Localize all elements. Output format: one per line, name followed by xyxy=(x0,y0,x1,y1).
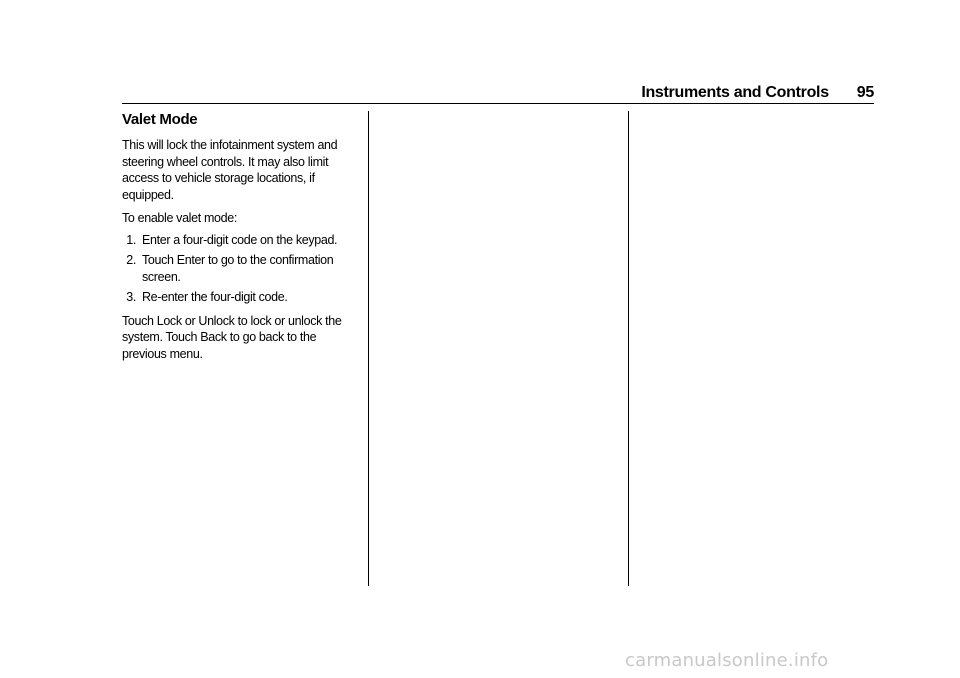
steps-list xyxy=(122,232,358,306)
step-text: Enter a four-digit code on the keypad. xyxy=(142,232,338,247)
section-title: Instruments and Controls xyxy=(641,84,829,101)
list-item xyxy=(122,232,358,249)
closing-paragraph: Touch Lock or Unlock to lock or unlock the system. Touch Back to go back to the previous menu. xyxy=(122,313,342,361)
intro-paragraph: This will lock the infotainment system and steering wheel controls. It may also limit access to vehicle storage locations, if equipped. xyxy=(122,138,338,202)
page-number: 95 xyxy=(856,84,874,101)
list-item xyxy=(122,289,358,306)
step-number: 3. xyxy=(126,290,136,304)
step-number: 1. xyxy=(126,232,136,247)
page-header xyxy=(500,84,874,104)
column-divider-left xyxy=(368,111,369,586)
content-column xyxy=(122,111,358,369)
header-rule xyxy=(122,103,874,104)
list-item xyxy=(122,252,358,285)
step-text: Re-enter the four-digit code. xyxy=(142,290,288,304)
watermark: carmanualsonline.info xyxy=(625,650,829,671)
enable-intro: To enable valet mode: xyxy=(122,211,237,225)
step-number: 2. xyxy=(126,253,136,267)
column-divider-right xyxy=(628,111,629,586)
section-heading: Valet Mode xyxy=(122,111,198,128)
step-text: Touch Enter to go to the confirmation screen. xyxy=(142,253,334,284)
